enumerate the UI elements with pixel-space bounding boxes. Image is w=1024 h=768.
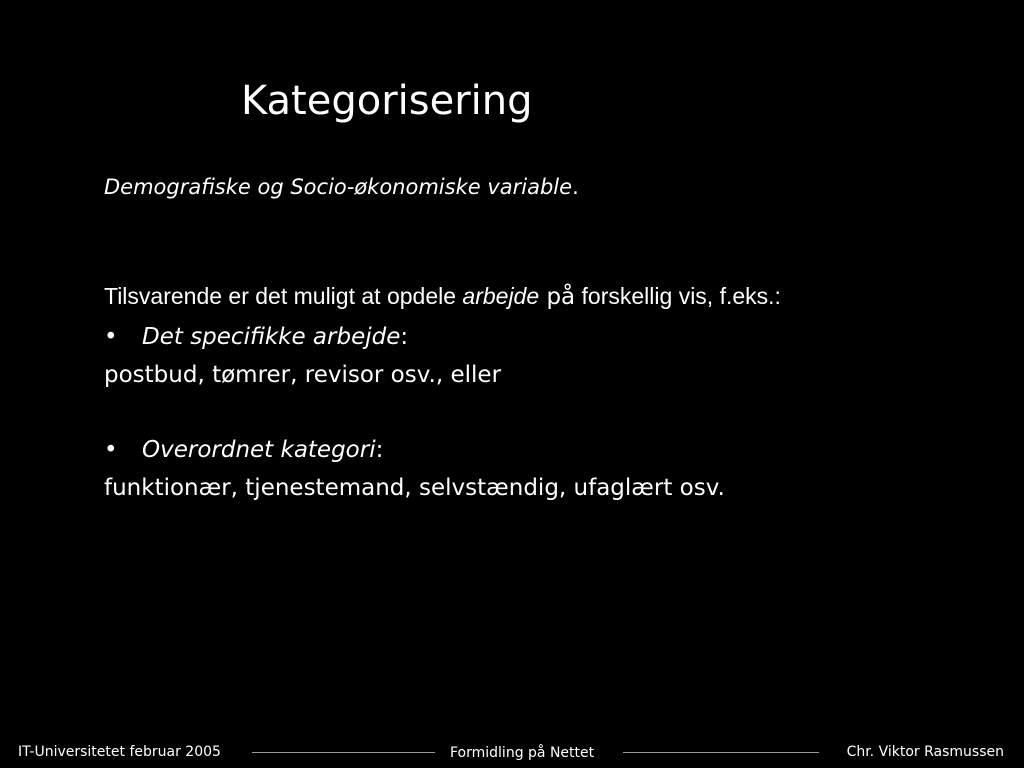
- footer-center-text: Formidling på Nettet: [450, 745, 595, 761]
- intro-sentence: [104, 283, 781, 310]
- bullet-colon: :: [400, 324, 409, 350]
- intro-italic-word: arbejde: [462, 283, 540, 309]
- bullet-item: [104, 437, 383, 463]
- slide-subtitle: [104, 175, 579, 199]
- intro-after: forskellig vis, f.eks.:: [575, 283, 781, 309]
- footer-divider-left: [252, 752, 435, 753]
- subtitle-italic: Demografiske og Socio-økonomiske variable: [104, 175, 573, 199]
- intro-aa-word: på: [539, 284, 576, 310]
- bullet-marker: •: [104, 437, 118, 463]
- bullet-detail: postbud, tømrer, revisor osv., eller: [104, 362, 502, 388]
- bullet-detail: funktionær, tjenestemand, selvstændig, ufaglært osv.: [104, 475, 725, 501]
- subtitle-suffix: .: [572, 175, 579, 199]
- footer-left-text: IT-Universitetet februar 2005: [18, 744, 221, 760]
- footer-right-text: Chr. Viktor Rasmussen: [846, 744, 1004, 760]
- bullet-colon: :: [375, 437, 384, 463]
- bullet-label: Det specifikke arbejde: [142, 324, 401, 350]
- intro-before: Tilsvarende er det muligt at opdele: [104, 283, 463, 309]
- bullet-label: Overordnet kategori: [142, 437, 376, 463]
- bullet-marker: •: [104, 324, 118, 350]
- slide-title: Kategorisering: [241, 78, 533, 124]
- footer-divider-right: [623, 752, 819, 753]
- bullet-item: [104, 324, 408, 350]
